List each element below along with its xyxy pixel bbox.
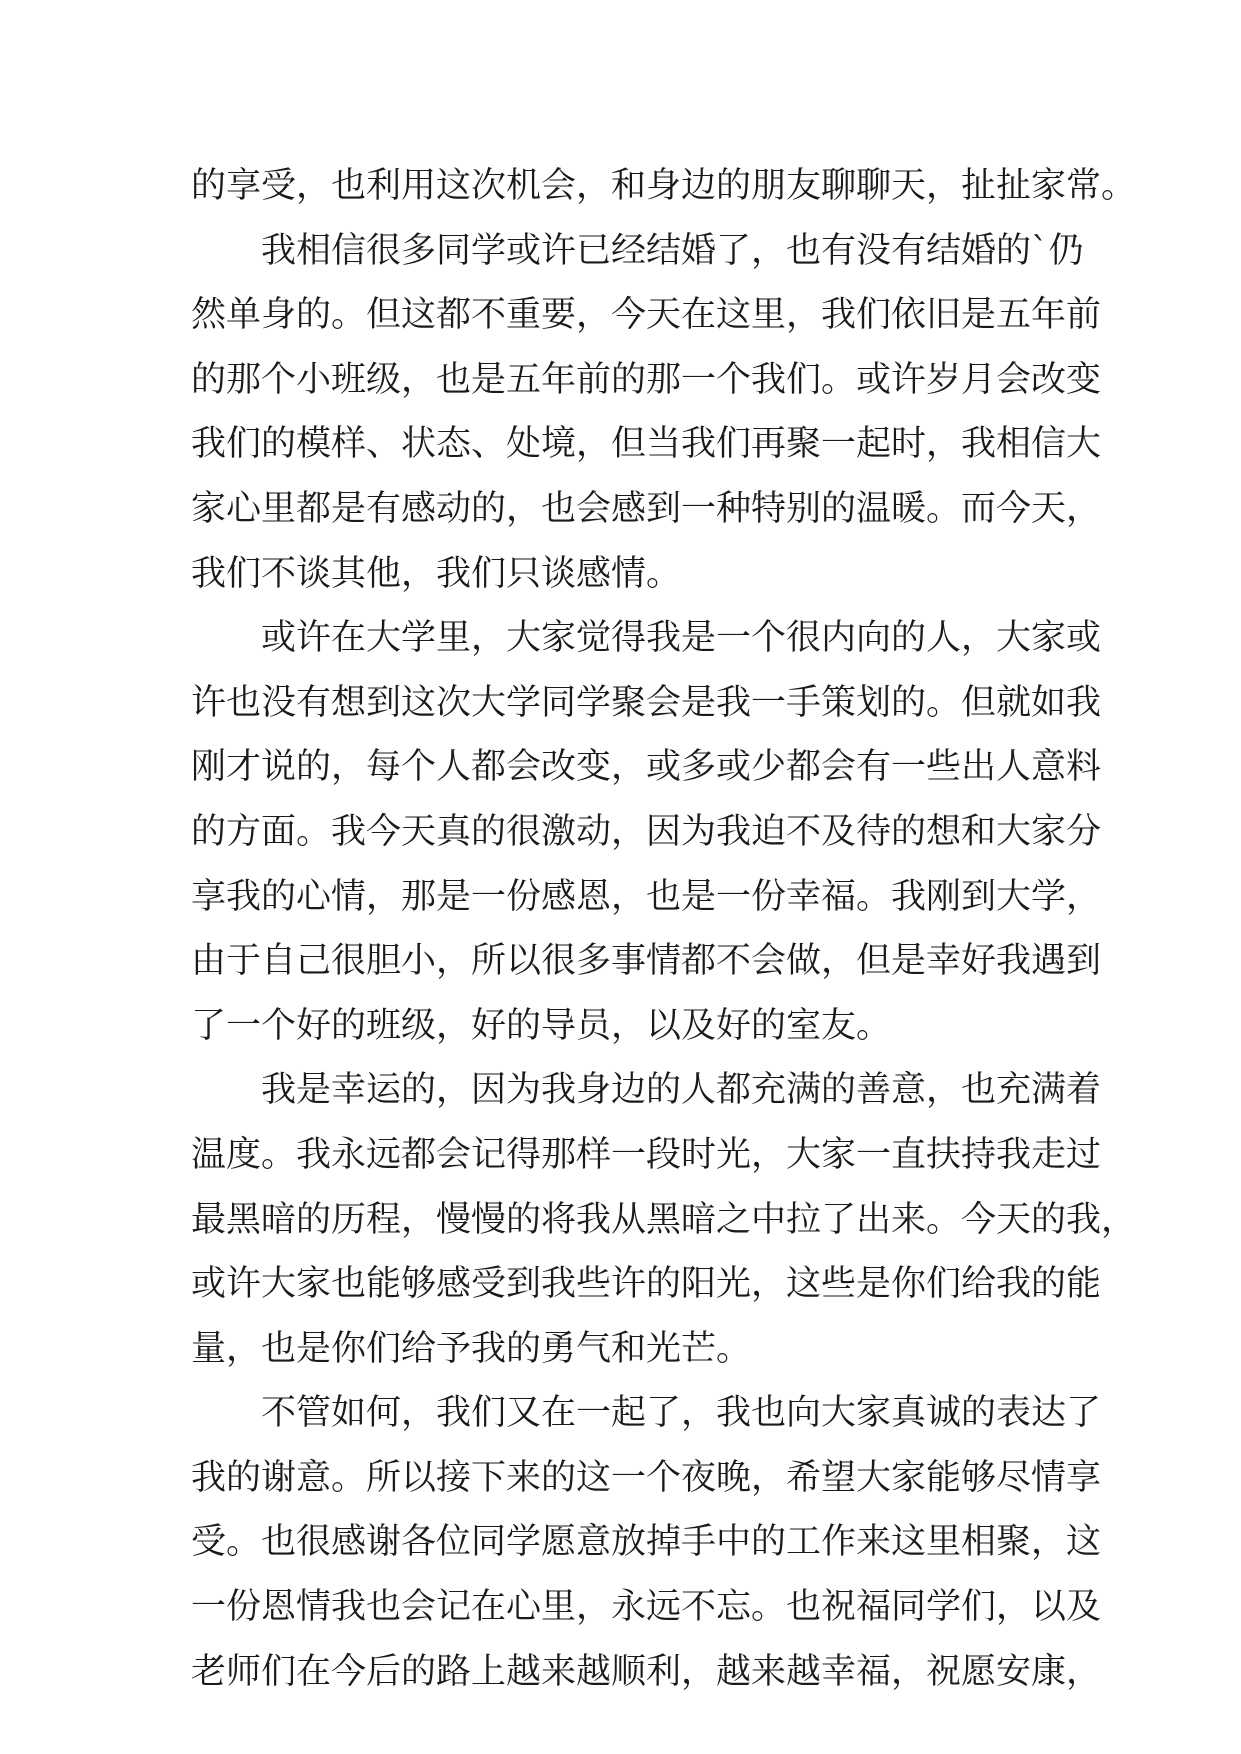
text-line: 的方面。我今天真的很激动，因为我迫不及待的想和大家分 [191, 811, 1102, 852]
text-line: 我是幸运的，因为我身边的人都充满的善意，也充满着 [261, 1070, 1102, 1111]
paragraph [191, 1381, 1102, 1704]
text-line: 我相信很多同学或许已经结婚了，也有没有结婚的`仍 [261, 230, 1084, 271]
document-body [191, 154, 1137, 1704]
text-line: 我们不谈其他，我们只谈感情。 [191, 553, 682, 594]
paragraph [191, 606, 1102, 1058]
text-line: 我的谢意。所以接下来的这一个夜晚，希望大家能够尽情享 [191, 1457, 1102, 1498]
text-line: 家心里都是有感动的，也会感到一种特别的温暖。而今天， [191, 488, 1102, 529]
text-line: 受。也很感谢各位同学愿意放掉手中的工作来这里相聚，这 [191, 1522, 1102, 1563]
text-line: 温度。我永远都会记得那样一段时光，大家一直扶持我走过 [191, 1134, 1102, 1175]
text-line: 或许大家也能够感受到我些许的阳光，这些是你们给我的能 [191, 1264, 1102, 1305]
text-line: 的享受，也利用这次机会，和身边的朋友聊聊天，扯扯家常。 [191, 166, 1137, 206]
text-line: 或许在大学里，大家觉得我是一个很内向的人，大家或 [261, 618, 1102, 659]
text-line: 然单身的。但这都不重要，今天在这里，我们依旧是五年前 [191, 295, 1102, 336]
text-line: 的那个小班级，也是五年前的那一个我们。或许岁月会改变 [191, 359, 1102, 400]
text-line: 最黑暗的历程，慢慢的将我从黑暗之中拉了出来。今天的我， [191, 1199, 1137, 1240]
text-line: 一份恩情我也会记在心里，永远不忘。也祝福同学们，以及 [191, 1587, 1102, 1628]
text-line: 我们的模样、状态、处境，但当我们再聚一起时，我相信大 [191, 424, 1102, 465]
text-line: 由于自己很胆小，所以很多事情都不会做，但是幸好我遇到 [191, 941, 1102, 982]
text-line: 不管如何，我们又在一起了，我也向大家真诚的表达了 [261, 1393, 1102, 1434]
text-line: 许也没有想到这次大学同学聚会是我一手策划的。但就如我 [191, 682, 1102, 723]
paragraph [191, 219, 1102, 607]
paragraph [191, 1058, 1137, 1381]
text-line: 老师们在今后的路上越来越顺利，越来越幸福，祝愿安康， [191, 1651, 1102, 1692]
text-line: 享我的心情，那是一份感恩，也是一份幸福。我刚到大学， [191, 876, 1102, 917]
text-line: 量，也是你们给予我的勇气和光芒。 [191, 1328, 752, 1369]
text-line: 刚才说的，每个人都会改变，或多或少都会有一些出人意料 [191, 747, 1102, 788]
paragraph [191, 154, 1137, 219]
text-line: 了一个好的班级，好的导员，以及好的室友。 [191, 1005, 892, 1046]
